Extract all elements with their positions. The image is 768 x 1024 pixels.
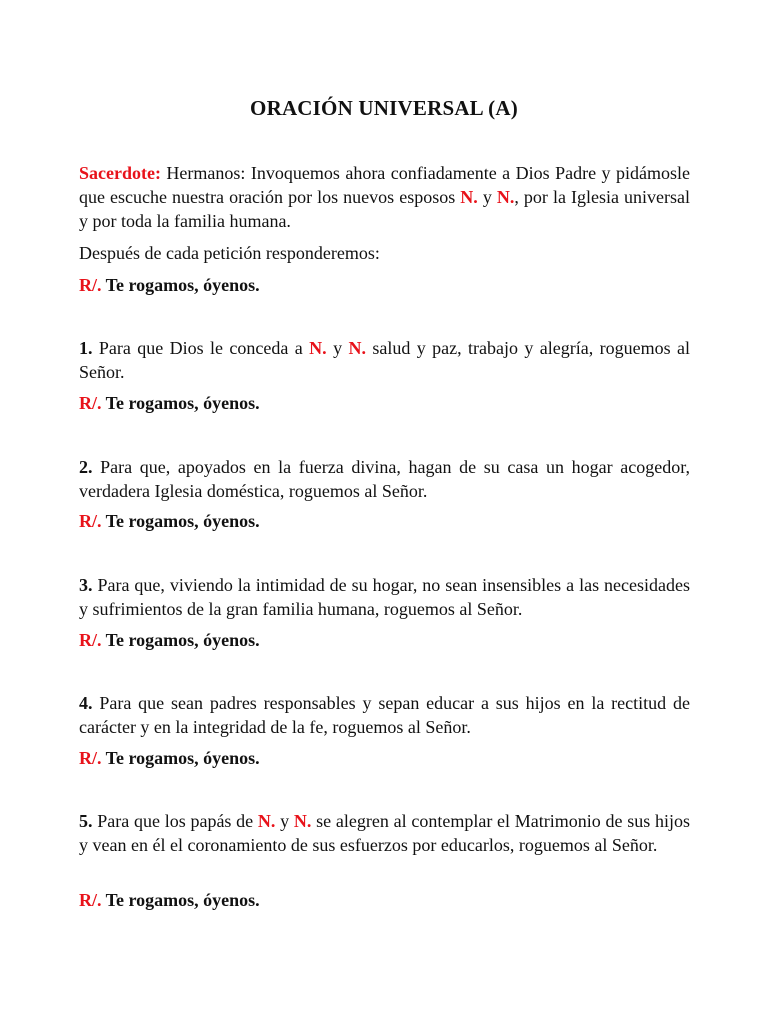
response-mark: R/. [79,630,102,650]
spouse-name-1: N. [257,811,276,831]
response-line [79,509,690,533]
petition-number: 5. [79,811,93,831]
response-mark: R/. [79,393,102,413]
response-line [79,746,690,770]
response-text: Te rogamos, óyenos. [101,630,260,650]
petition-1: 1. Para que Dios le conceda a N. y N. salud y paz, trabajo y alegría, roguemos al Señor. [79,338,691,382]
intro-text: Hermanos: Invoquemos ahora confiadamente a Dios Padre y pidámosle que escuche nuestra oración por los nuevos esposos [79,163,690,207]
response-line [79,273,690,297]
response-mark: R/. [79,275,102,295]
response-line [79,391,690,415]
intro-paragraph: Sacerdote: Hermanos: Invoquemos ahora confiadamente a Dios Padre y pidámosle que escuche nuestra oración por los nuevos esposos N. y N., por la Iglesia universal y por toda la familia humana. [79,163,691,231]
petition-number: 3. [79,575,93,595]
spouse-name-1: N. [309,338,327,358]
response-mark: R/. [79,890,102,910]
petition-5: 5. Para que los papás de N. y N. se alegren al contemplar el Matrimonio de sus hijos y vean en él el coronamiento de sus esfuerzos por educarlos, roguemos al Señor. [79,811,691,855]
response-text: Te rogamos, óyenos. [101,748,260,768]
petition-number: 4. [79,693,93,713]
response-mark: R/. [79,511,102,531]
response-line [79,888,690,912]
spouse-name-2: N. [293,811,312,831]
response-mark: R/. [79,748,102,768]
spouse-name-2: N. [496,187,515,207]
response-text: Te rogamos, óyenos. [101,393,260,413]
petition-3: 3. Para que, viviendo la intimidad de su hogar, no sean insensibles a las necesidades y sufrimientos de la gran familia humana, roguemos al Señor. [79,575,690,619]
petition-2: 2. Para que, apoyados en la fuerza divina, hagan de su casa un hogar acogedor, verdadera Iglesia doméstica, roguemos al Señor. [79,457,690,501]
spouse-name-1: N. [460,187,478,207]
page-title: ORACIÓN UNIVERSAL (A) [250,96,518,120]
spouse-name-2: N. [348,338,366,358]
response-text: Te rogamos, óyenos. [101,511,260,531]
petition-4: 4. Para que sean padres responsables y sepan educar a sus hijos en la rectitud de carácter y en la integridad de la fe, roguemos al Señor. [79,693,690,737]
petition-number: 2. [79,457,93,477]
petition-number: 1. [79,338,93,358]
speaker-label: Sacerdote: [79,163,161,183]
response-text: Te rogamos, óyenos. [101,890,260,910]
response-line [79,628,690,652]
response-text: Te rogamos, óyenos. [101,275,260,295]
intro-instruction: Después de cada petición responderemos: [79,243,380,263]
